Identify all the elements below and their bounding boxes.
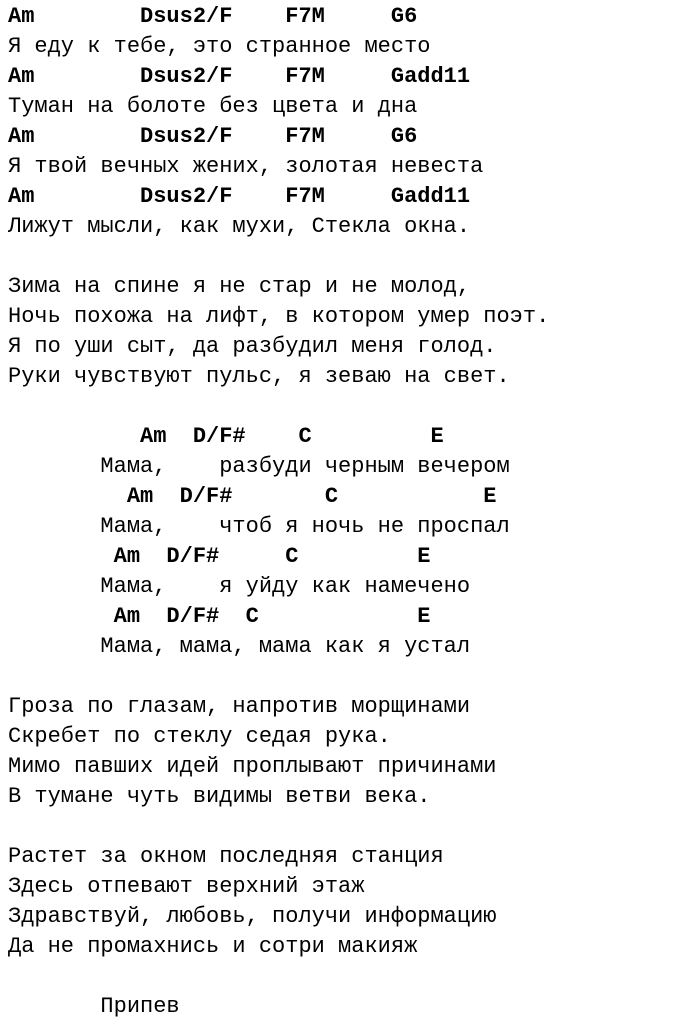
- lyric-line: Мама, чтоб я ночь не проспал: [8, 514, 510, 539]
- chord-line: Am D/F# C E: [8, 604, 431, 629]
- lyric-line: Мама, мама, мама как я устал: [8, 634, 471, 659]
- blank-line: [8, 812, 687, 842]
- lyric-line: В тумане чуть видимы ветви века.: [8, 784, 431, 809]
- lyric-line: Здесь отпевают верхний этаж: [8, 874, 365, 899]
- chord-line: Am D/F# C E: [8, 484, 497, 509]
- lyric-line: Здравствуй, любовь, получи информацию: [8, 904, 497, 929]
- lyric-line: Растет за окном последняя станция: [8, 844, 444, 869]
- lyric-line: Руки чувствуют пульс, я зеваю на свет.: [8, 364, 510, 389]
- lyric-line: Ночь похожа на лифт, в котором умер поэт.: [8, 304, 550, 329]
- lyric-line: Я по уши сыт, да разбудил меня голод.: [8, 334, 497, 359]
- lyric-line: Припев: [8, 994, 180, 1019]
- lyric-line: Мама, я уйду как намечено: [8, 574, 471, 599]
- blank-line: [8, 962, 687, 992]
- lyric-line: Зима на спине я не стар и не молод,: [8, 274, 471, 299]
- chord-line: Am D/F# C E: [8, 544, 431, 569]
- lyric-line: Да не промахнись и сотри макияж: [8, 934, 418, 959]
- blank-line: [8, 392, 687, 422]
- blank-line: [8, 662, 687, 692]
- lyric-line: Лижут мысли, как мухи, Стекла окна.: [8, 214, 471, 239]
- chord-line: Am Dsus2/F F7M Gadd11: [8, 184, 471, 209]
- chord-line: Am D/F# C E: [8, 424, 444, 449]
- lyric-line: Скребет по стеклу седая рука.: [8, 724, 391, 749]
- blank-line: [8, 242, 687, 272]
- chord-line: Am Dsus2/F F7M Gadd11: [8, 64, 471, 89]
- lyric-line: Я еду к тебе, это странное место: [8, 34, 431, 59]
- lyric-line: Туман на болоте без цвета и дна: [8, 94, 418, 119]
- chord-line: Am Dsus2/F F7M G6: [8, 124, 418, 149]
- lyric-line: Я твой вечных жених, золотая невеста: [8, 154, 484, 179]
- lyric-line: Гроза по глазам, напротив морщинами: [8, 694, 471, 719]
- chord-line: Am Dsus2/F F7M G6: [8, 4, 418, 29]
- lyric-line: Мимо павших идей проплывают причинами: [8, 754, 497, 779]
- lyric-line: Мама, разбуди черным вечером: [8, 454, 510, 479]
